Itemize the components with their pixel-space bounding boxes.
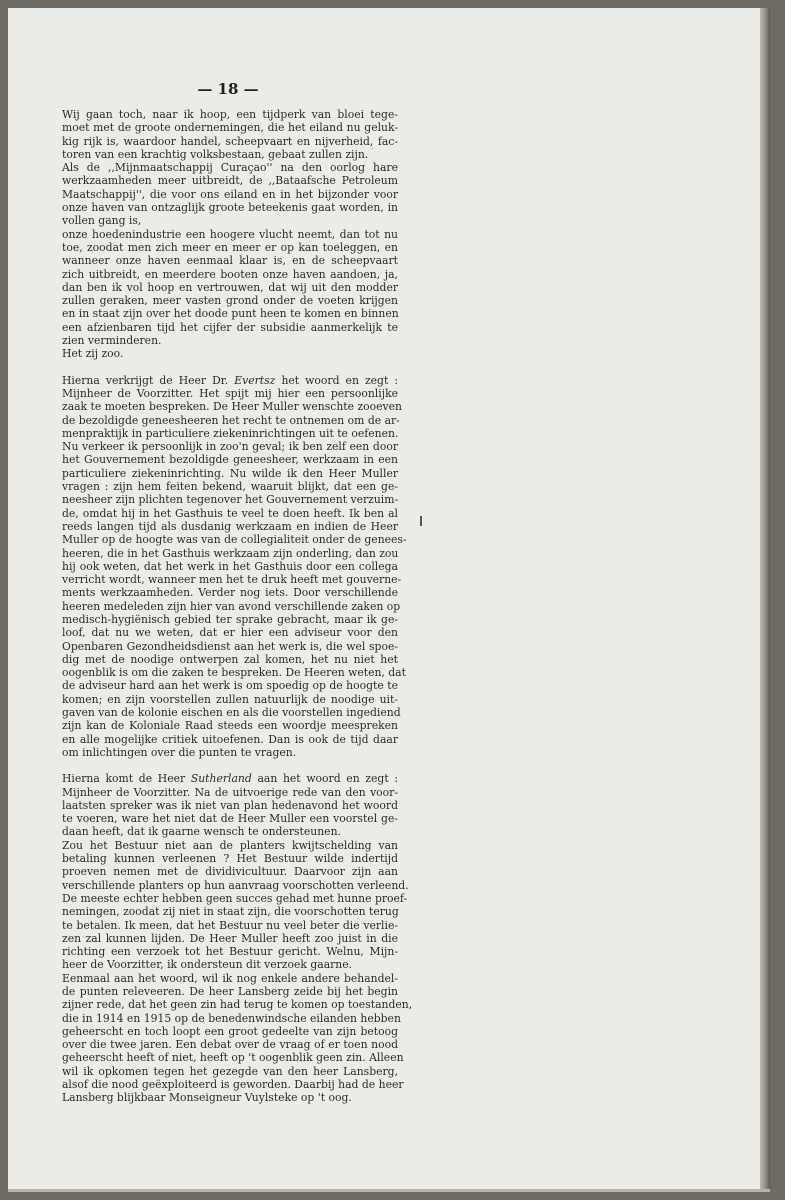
speaker-intro: Hierna verkrijgt de Heer Dr.	[62, 373, 235, 387]
text-line: een afzienbaren tijd het cijfer der subsidie aanmerkelijk te	[62, 320, 398, 334]
text-line: onze haven van ontzaglijk groote beteekenis gaat worden, in	[62, 201, 398, 215]
text-line: zijner rede, dat het geen zin had terug te komen op toestanden,	[62, 998, 413, 1012]
text-line: menpraktijk in particuliere ziekeninrichtingen uit te oefenen.	[62, 426, 399, 440]
text-line: Zou het Bestuur niet aan de planters kwijtschelding van	[62, 838, 398, 852]
text-line: vollen gang is,	[62, 214, 142, 228]
text-line: die in 1914 en 1915 op de benedenwindsche eilanden hebben	[62, 1011, 401, 1025]
text-line: geheerscht heeft of niet, heeft op 't oogenblik geen zin. Alleen	[62, 1051, 404, 1065]
paragraph-4	[62, 772, 398, 838]
text-line: verschillende planters op hun aanvraag voorschotten verleend.	[62, 878, 409, 892]
text-line: Maatschappij'', die voor ons eiland en in het bijzonder voor	[62, 187, 398, 201]
text-line: particuliere ziekeninrichting. Nu wilde ik den Heer Muller	[62, 466, 398, 480]
text-line: nemingen, zoodat zij niet in staat zijn, die voorschotten terug	[62, 905, 399, 919]
body-text	[62, 108, 413, 1105]
text-line: Het zij zoo.	[62, 347, 124, 361]
speaker-outro: het woord en zegt :	[275, 373, 398, 387]
text-line: De meeste echter hebben geen succes gehad met hunne proef-	[62, 891, 408, 905]
text-line: Nu verkeer ik persoonlijk in zoo'n geval; ik ben zelf een door	[62, 440, 398, 454]
text-line: betaling kunnen verleenen ? Het Bestuur wilde indertijd	[62, 852, 398, 866]
text-line: Als de ,,Mijnmaatschappij Curaçao'' na den oorlog hare	[62, 161, 398, 175]
margin-mark	[420, 516, 422, 526]
text-line: daan heeft, dat ik gaarne wensch te ondersteunen.	[62, 825, 341, 839]
page-bottom-edge	[8, 1189, 770, 1192]
text-line: wanneer onze haven eenmaal klaar is, en de scheepvaart	[62, 254, 398, 268]
text-line: Mijnheer de Voorzitter. Na de uitvoerige rede van den voor-	[62, 785, 398, 799]
text-line: ments werkzaamheden. Verder nog iets. Door verschillende	[62, 586, 398, 600]
text-line: loof, dat nu we weten, dat er hier een adviseur voor den	[62, 626, 398, 640]
text-line: hij ook weten, dat het werk in het Gasthuis door een collega	[62, 559, 398, 573]
text-line: werkzaamheden meer uitbreidt, de ,,Bataafsche Petroleum	[62, 174, 398, 188]
text-line: heer de Voorzitter, ik ondersteun dit verzoek gaarne.	[62, 958, 353, 972]
text-line: toe, zoodat men zich meer en meer er op kan toeleggen, en	[62, 240, 398, 254]
text-line: zijn kan de Koloniale Raad steeds een woordje meespreken	[62, 719, 398, 733]
text-line: zich uitbreidt, en meerdere booten onze haven aandoen, ja,	[62, 267, 398, 281]
text-line: geheerscht en toch loopt een groot gedeelte van zijn betoog	[62, 1024, 398, 1038]
text-line: om inlichtingen over die punten te vragen.	[62, 745, 297, 759]
text-line: reeds langen tijd als dusdanig werkzaam en indien de Heer	[62, 519, 398, 533]
text-line: dig met de noodige ontwerpen zal komen, het nu niet het	[62, 652, 398, 666]
text-line: te betalen. Ik meen, dat het Bestuur nu veel beter die verlie-	[62, 918, 398, 932]
speaker-intro: Hierna komt de Heer	[62, 772, 191, 786]
text-line: richting een verzoek tot het Bestuur gericht. Welnu, Mijn-	[62, 945, 398, 959]
speaker-name: Sutherland	[190, 772, 252, 786]
text-line: zullen geraken, meer vasten grond onder de voeten krijgen	[62, 294, 398, 308]
text-line: kig rijk is, waardoor handel, scheepvaart en nijverheid, fac-	[62, 134, 398, 148]
book-spine-shadow	[760, 8, 770, 1192]
text-line: medisch-hygiënisch gebied ter sprake gebracht, maar ik ge-	[62, 612, 398, 626]
speaker-name: Evertsz	[234, 373, 276, 387]
paragraph-1	[62, 108, 398, 161]
text-line: zen zal kunnen lijden. De Heer Muller heeft zoo juist in die	[62, 931, 398, 945]
text-line: toren van een krachtig volksbestaan, gebaat zullen zijn.	[62, 147, 369, 161]
text-line: heeren, die in het Gasthuis werkzaam zijn onderling, dan zou	[62, 546, 399, 560]
text-line: dan ben ik vol hoop en vertrouwen, dat wij uit den modder	[62, 280, 398, 294]
text-line: Mijnheer de Voorzitter. Het spijt mij hier een persoonlijke	[62, 386, 398, 400]
text-line: en alle mogelijke critiek uitoefenen. Dan is ook de tijd daar	[62, 732, 398, 746]
speaker-outro: aan het woord en zegt :	[251, 772, 398, 786]
text-line: Muller op de hoogte was van de collegialiteit onder de genees-	[62, 533, 407, 547]
text-line: neesheer zijn plichten tegenover het Gouvernement verzuim-	[62, 493, 399, 507]
text-line	[62, 772, 398, 785]
page-number: — 18 —	[197, 80, 259, 98]
text-line: de, omdat hij in het Gasthuis te veel te doen heeft. Ik ben al	[62, 506, 398, 520]
text-line: moet met de groote ondernemingen, die het eiland nu geluk-	[62, 121, 398, 135]
text-line: de punten releveeren. De heer Lansberg zeide bij het begin	[62, 985, 398, 998]
text-line: Wij gaan toch, naar ik hoop, een tijdperk van bloei tege-	[62, 108, 398, 121]
text-line: laatsten spreker was ik niet van plan hedenavond het woord	[62, 798, 398, 812]
text-line: verricht wordt, wanneer men het te druk heeft met gouverne-	[62, 573, 402, 587]
text-line: de adviseur hard aan het werk is om spoedig op de hoogte te	[62, 679, 398, 693]
text-line: wil ik opkomen tegen het gezegde van den heer Lansberg,	[62, 1064, 398, 1078]
text-line: de bezoldigde geneesheeren het recht te ontnemen om de ar-	[62, 413, 400, 427]
text-line	[62, 374, 398, 387]
text-line: zaak te moeten bespreken. De Heer Muller wenschte zooeven	[62, 400, 402, 414]
text-line: proeven nemen met de dividivicultuur. Daarvoor zijn aan	[62, 865, 398, 879]
document-page	[8, 8, 770, 1192]
text-line: Openbaren Gezondheidsdienst aan het werk is, die wel spoe-	[62, 639, 398, 653]
text-line: vragen : zijn hem feiten bekend, waaruit blijkt, dat een ge-	[62, 480, 398, 494]
text-line: oogenblik is om die zaken te bespreken. De Heeren weten, dat	[62, 666, 406, 680]
text-line: Eenmaal aan het woord, wil ik nog enkele andere behandel-	[62, 971, 398, 985]
text-line: heeren medeleden zijn hier van avond verschillende zaken op	[62, 599, 401, 613]
text-line: het Gouvernement bezoldigde geneesheer, werkzaam in een	[62, 453, 398, 467]
text-line: Lansberg blijkbaar Monseigneur Vuylsteke op 't oog.	[62, 1091, 352, 1105]
paragraph-3	[62, 373, 407, 760]
text-line: te voeren, ware het niet dat de Heer Muller een voorstel ge-	[62, 812, 398, 826]
text-line: alsof die nood geëxploiteerd is geworden. Daarbij had de heer	[62, 1078, 404, 1092]
text-line: zien verminderen.	[62, 334, 162, 348]
paragraph-5	[62, 838, 409, 972]
text-line: komen; en zijn voorstellen zullen natuurlijk de noodige uit-	[62, 692, 398, 706]
text-line: onze hoedenindustrie een hoogere vlucht neemt, dan tot nu	[62, 227, 398, 241]
paragraph-2	[62, 161, 398, 360]
paragraph-6	[62, 971, 413, 1105]
text-line: gaven van de kolonie eischen en als die voorstellen ingediend	[62, 706, 401, 720]
text-line: en in staat zijn over het doode punt heen te komen en binnen	[62, 307, 399, 321]
text-line: over die twee jaren. Een debat over de vraag of er toen nood	[62, 1038, 398, 1052]
